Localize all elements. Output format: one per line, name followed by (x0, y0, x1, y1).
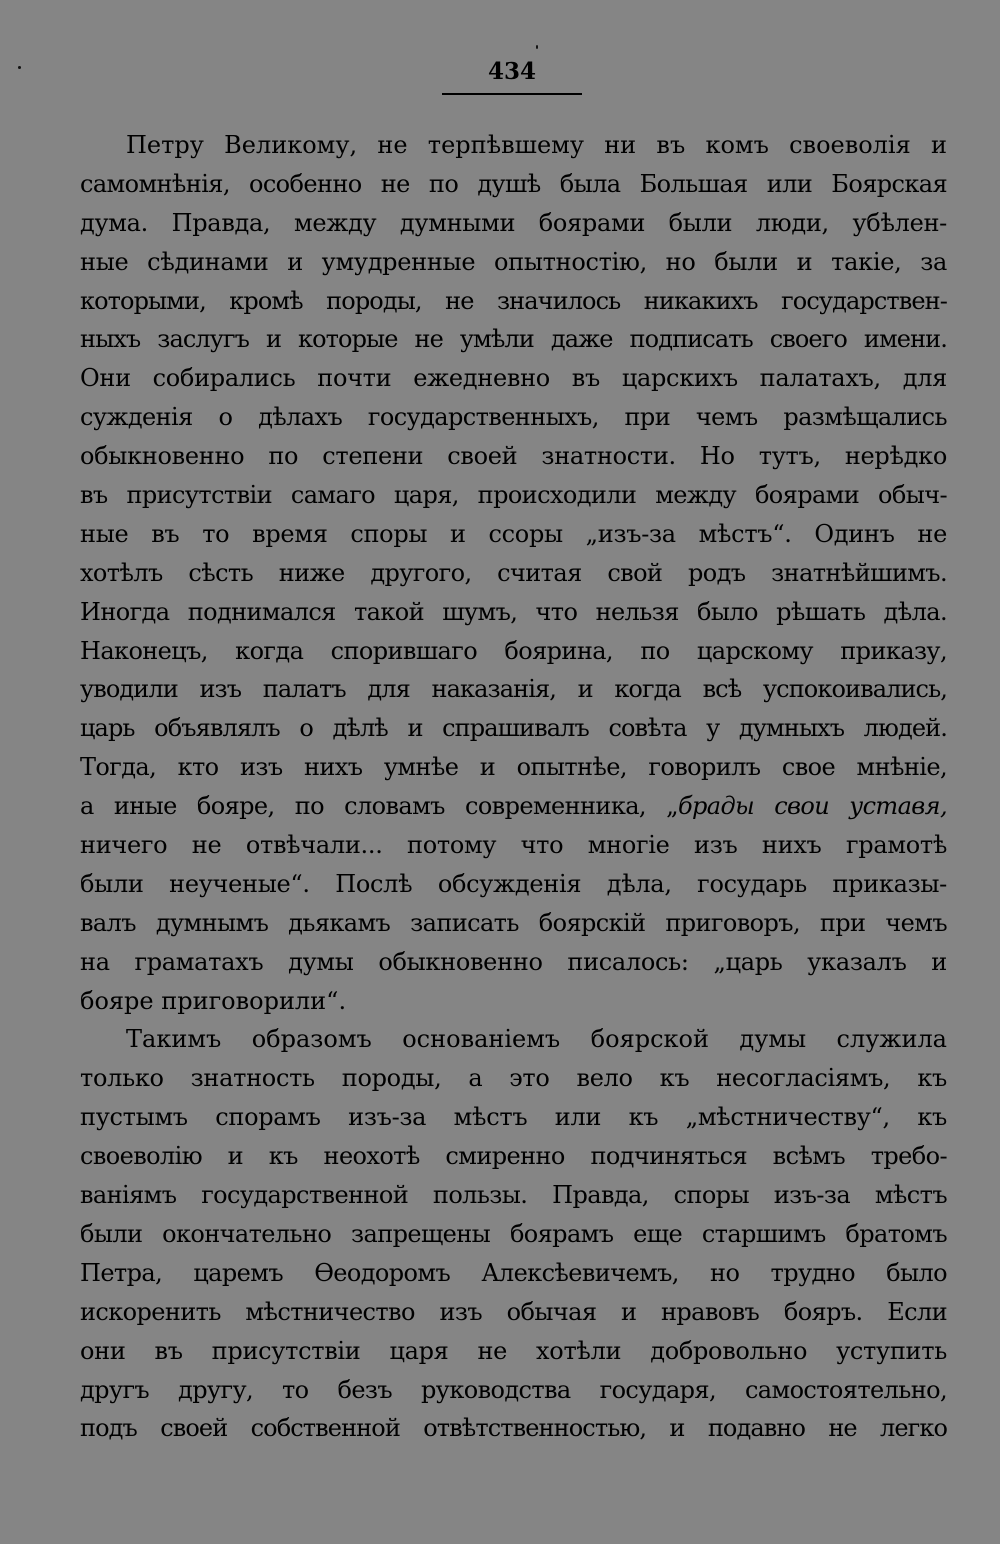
text-line: Петру Великому, не терпѣвшему ни въ комъ своеволія и (126, 131, 947, 159)
text-line: были окончательно запрещены боярамъ еще старшимъ братомъ (80, 1219, 947, 1248)
text-line: на граматахъ думы обыкновенно писалось: „царь указалъ и (80, 947, 947, 976)
text-line: которыми, кромѣ породы, не значилось никакихъ государствен- (80, 286, 947, 315)
text-line: своеволію и къ неохотѣ смиренно подчиняться всѣмъ требо- (80, 1142, 947, 1171)
text-line: валъ думнымъ дьякамъ записать боярскій приговоръ, при чемъ (80, 908, 947, 937)
text-line: дума. Правда, между думными боярами были люди, убѣлен- (80, 208, 947, 237)
text-line: обыкновенно по степени своей знатности. Но тутъ, нерѣдко (80, 442, 947, 471)
text-line: бояре приговорили“. (80, 986, 347, 1015)
text-line: сужденія о дѣлахъ государственныхъ, при чемъ размѣщались (80, 403, 947, 432)
page-number: 434 (487, 58, 536, 85)
text-line: пустымъ спорамъ изъ-за мѣстъ или къ „мѣстничеству“, къ (80, 1103, 947, 1132)
text-line: самомнѣнія, особенно не по душѣ была Большая или Боярская (80, 169, 947, 198)
text-line: Такимъ образомъ основаніемъ боярской думы служила (126, 1025, 947, 1054)
text-line: въ присутствіи самаго царя, происходили между боярами обыч- (80, 481, 947, 510)
text-line: Иногда поднимался такой шумъ, что нельзя было рѣшать дѣла. (80, 597, 947, 626)
text-line: царь объявлялъ о дѣлѣ и спрашивалъ совѣта у думныхъ людей. (80, 714, 947, 743)
text-line: искоренить мѣстничество изъ обычая и нравовъ бояръ. Если (80, 1297, 947, 1326)
text-line: хотѣлъ сѣсть ниже другого, считая свой родъ знатнѣйшимъ. (80, 558, 947, 587)
text-line: Наконецъ, когда спорившаго боярина, по царскому приказу, (80, 636, 947, 665)
text-line: ваніямъ государственной пользы. Правда, споры изъ-за мѣстъ (80, 1181, 947, 1210)
text-line: уводили изъ палатъ для наказанія, и когда всѣ успокоивались, (80, 675, 947, 704)
italic-quote: брады свои уставя, (677, 792, 947, 821)
paragraph (80, 126, 947, 1020)
text-line: ные сѣдинами и умудренные опытностію, но были и такіе, за (80, 247, 947, 276)
paragraph (80, 1020, 947, 1448)
text-line: а иные бояре, по словамъ современника, „брады свои уставя, (80, 792, 947, 821)
text-line: другъ другу, то безъ руководства государя, самостоятельно, (80, 1375, 947, 1404)
text-line: подъ своей собственной отвѣтственностью, и подавно не легко (80, 1414, 947, 1443)
text-line: Они собирались почти ежедневно въ царскихъ палатахъ, для (80, 364, 947, 393)
text-line: ныхъ заслугъ и которые не умѣли даже подписать своего имени. (80, 325, 947, 354)
text-line: ничего не отвѣчали... потому что многіе изъ нихъ грамотѣ (80, 831, 947, 860)
text-line: они въ присутствіи царя не хотѣли добровольно уступить (80, 1336, 947, 1365)
text-line: Петра, царемъ Ѳеодоромъ Алексѣевичемъ, но трудно было (80, 1258, 947, 1287)
scan-speck (18, 66, 21, 69)
text-line: Тогда, кто изъ нихъ умнѣе и опытнѣе, говорилъ свое мнѣніе, (80, 753, 947, 782)
text-line: ные въ то время споры и ссоры „изъ-за мѣстъ“. Одинъ не (80, 519, 947, 548)
text-line: только знатность породы, а это вело къ несогласіямъ, къ (80, 1064, 947, 1093)
body-text (80, 126, 947, 1448)
text-line: были неученые“. Послѣ обсужденія дѣла, государь приказы- (80, 869, 947, 898)
header-rule (442, 93, 582, 95)
scan-speck (536, 45, 538, 49)
